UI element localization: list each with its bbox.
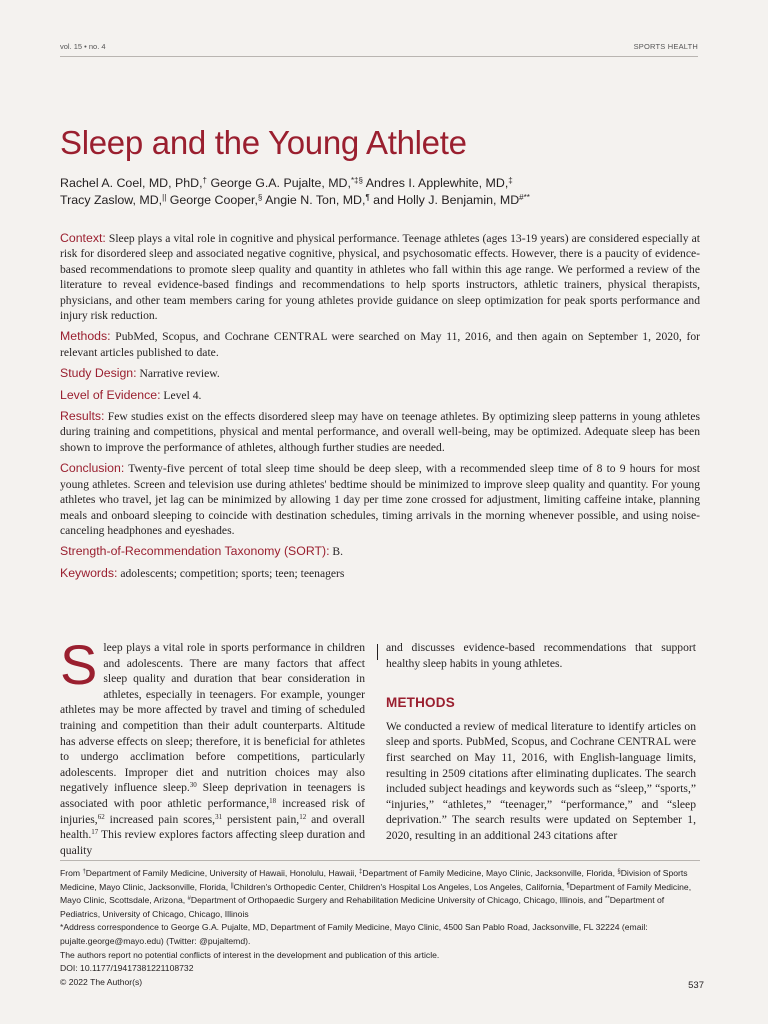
author-pujalte: George G.A. Pujalte, MD, (207, 176, 351, 190)
conflict-statement: The authors report no potential conflicts of interest in the development and publication of this article. (60, 949, 440, 960)
abstract-text: Level 4. (160, 388, 202, 402)
abstract-label: Context: (60, 231, 106, 245)
abstract-text: Narrative review. (136, 367, 220, 381)
abstract-text: PubMed, Scopus, and Cochrane CENTRAL were searched on May 11, 2016, and then again on September 1, 2020, for relevant articles published to date. (60, 330, 700, 359)
body-column-left (60, 633, 366, 858)
abstract-text: B. (329, 545, 344, 559)
abstract-label: Level of Evidence: (60, 387, 161, 402)
affiliation-text: Department of Pediatrics, University of Chicago, Chicago, Illinois (60, 895, 665, 919)
affiliation-mark: ¶ (566, 882, 570, 889)
author-mark: #** (519, 193, 530, 202)
author-benjamin: and Holly J. Benjamin, MD (369, 193, 520, 207)
abstract-label: Results: (60, 409, 105, 424)
author-mark: † (202, 176, 207, 185)
author-mark: *‡§ (350, 176, 363, 185)
abstract-text: Sleep plays a vital role in cognitive and physical performance. Teenage athletes (ages 13-19 years) are considered especially at risk for disordered sleep and associated negative cognitive, physical, and psychosomatic effects. However, there is a paucity of evidence-based recommendations to promote sleep quality and quantity in athletes who fall within this age range. We performed a review of the literature to reveal evidence-based findings and recommendations to help sports instructors, athletic trainers, physical therapists, physicians, and other team members caring for young athletes provide guidance on sleep optimization for peak sports performance and injury risk reduction. (60, 232, 700, 323)
citation-ref: 17 (91, 828, 99, 837)
abstract-label: Methods: (60, 329, 111, 344)
author-coel: Rachel A. Coel, MD, PhD, (60, 176, 203, 190)
citation-ref: 12 (299, 812, 307, 821)
abstract-methods (60, 329, 700, 360)
abstract-level-of-evidence (60, 388, 700, 403)
abstract-label: Strength-of-Recommendation Taxonomy (SORT): (60, 544, 330, 559)
intro-paragraph (60, 633, 366, 858)
running-header (60, 40, 698, 57)
affiliation-mark: § (617, 869, 621, 875)
intro-continuation: and discusses evidence-based recommendations that support healthy sleep habits in young athletes. (386, 641, 696, 670)
author-zaslow: Tracy Zaslow, MD, (60, 193, 163, 207)
affiliation-text: Department of Family Medicine, Mayo Clinic, Jacksonville, Florida, (362, 868, 618, 878)
article-title: Sleep and the Young Athlete (60, 124, 467, 161)
author-applewhite: Andres I. Applewhite, MD, (362, 176, 509, 190)
abstract-study-design (60, 366, 700, 381)
abstract (60, 231, 700, 587)
author-cooper: George Cooper, (166, 193, 258, 207)
intro-text: persistent pain, (222, 812, 300, 826)
correspondence-note: *Address correspondence to George G.A. Pujalte, MD, Department of Family Medicine, Mayo Clinic, 4500 San Pablo Road, Jacksonville, FL 32224 (email: pujalte.george@mayo.edu) (Twitter: @pujaltemd). (60, 922, 648, 946)
intro-text: and overall health. (60, 812, 365, 842)
author-mark: || (162, 193, 167, 202)
abstract-text: Few studies exist on the effects disordered sleep may have on teenage athletes. By optimizing sleep patterns in young athletes during training and competitions, physical and mental performance, and overall well-being, may be optimized. Adequate sleep has been shown to improve the performance of athletes, although further studies are needed. (60, 410, 700, 454)
volume-issue: vol. 15 • no. 4 (60, 42, 106, 51)
affiliation-text: Division of Sports Medicine, Mayo Clinic, Jacksonville, Florida, (60, 868, 688, 892)
author-line-1 (60, 175, 710, 192)
abstract-context (60, 231, 700, 323)
citation-ref: 18 (269, 796, 277, 805)
abstract-label: Study Design: (60, 366, 137, 381)
methods-heading: METHODS (386, 695, 455, 711)
body-column-right (386, 640, 696, 844)
intro-text: leep plays a vital role in sports performance in children and adolescents. There are many factors that affect sleep quality and duration that bear consideration in athletes, especially in teenagers. For example, younger athletes may be more affected by travel and timing of scheduled training and competition than their adult counterparts. Altitude has adverse effects on sleep; therefore, it is beneficial for athletes to undergo acclimation before competitions, particularly adolescents. Improper diet and nutrition choices may also negatively influence sleep. (60, 641, 365, 795)
abstract-text: adolescents; competition; sports; teen; teenagers (117, 566, 345, 580)
affiliation-text: Children's Orthopedic Center, Children's Hospital Los Angeles, Los Angeles, California, (233, 881, 567, 892)
intro-text: Sleep deprivation in teenagers is associated with poor athletic performance, (60, 781, 366, 810)
affiliation-text: Department of Family Medicine, Mayo Clinic, Scottsdale, Arizona, (60, 881, 692, 906)
abstract-text: Twenty-five percent of total sleep time should be deep sleep, with a recommended sleep time of 8 to 9 hours for most young athletes. Screen and television use during athletes' bedtime should be minimized to improve sleep quality and quantity. For young athletes who travel, jet lag can be minimized by allowing 1 day per time zone crossed for adjustment, limiting caffeine intake, planning meals and onboard sleeping to coincide with destination schedules, timing arrivals in the morning whenever possible, and using noise-canceling headphones and eyeshades. (60, 462, 700, 537)
citation-ref: 31 (215, 812, 223, 821)
affiliation-text: Department of Orthopaedic Surgery and Rehabilitation Medicine University of Chicago, Chicago, Illinois, and (190, 895, 606, 906)
citation-ref: 62 (97, 812, 105, 821)
author-line-2 (60, 192, 710, 209)
footnotes (60, 860, 700, 989)
author-mark: ‡ (508, 176, 513, 185)
affiliations (60, 867, 700, 921)
column-divider (377, 644, 378, 660)
affiliation-text: Department of Family Medicine, University of Hawaii, Honolulu, Hawaii, (85, 868, 359, 878)
drop-cap: S (60, 633, 98, 696)
abstract-results (60, 409, 700, 455)
abstract-label: Keywords: (60, 565, 118, 580)
methods-paragraph: We conducted a review of medical literature to identify articles on sleep and sports. PubMed, Scopus, and Cochrane CENTRAL were first searched on May 11, 2016, with English-language limits, resulting in 2509 citations after eliminating duplicates. The search included subject headings and keywords such as “sleep,” “sports,” “injuries,” “athletes,” “teenager,” “performance,” and “sleep deprivation.” The search results were updated on September 1, 2020, resulting in an additional 243 citations after (386, 719, 696, 842)
abstract-conclusion (60, 461, 700, 538)
intro-text: increased pain scores, (104, 812, 216, 826)
author-mark: ¶ (365, 193, 370, 202)
intro-text: increased risk of injuries, (60, 796, 365, 826)
author-mark: § (257, 193, 263, 202)
affiliation-mark: ‡ (358, 869, 363, 875)
affiliation-mark: # (187, 896, 191, 903)
affiliation-mark: || (230, 882, 234, 889)
abstract-keywords (60, 566, 700, 581)
affiliation-mark: ** (605, 896, 610, 903)
intro-text: This review explores factors affecting sleep duration and quality (60, 828, 365, 857)
abstract-sort (60, 544, 700, 559)
citation-ref: 30 (189, 781, 197, 790)
author-ton: Angie N. Ton, MD, (262, 193, 366, 207)
doi: DOI: 10.1177/19417381221108732 (60, 963, 194, 974)
abstract-label: Conclusion: (60, 461, 125, 476)
affiliation-text: From (60, 868, 83, 878)
affiliation-mark: † (82, 869, 86, 875)
page-number: 537 (688, 980, 704, 991)
journal-name: SPORTS HEALTH (633, 42, 698, 51)
author-list (60, 175, 710, 209)
copyright: © 2022 The Author(s) (60, 976, 143, 987)
